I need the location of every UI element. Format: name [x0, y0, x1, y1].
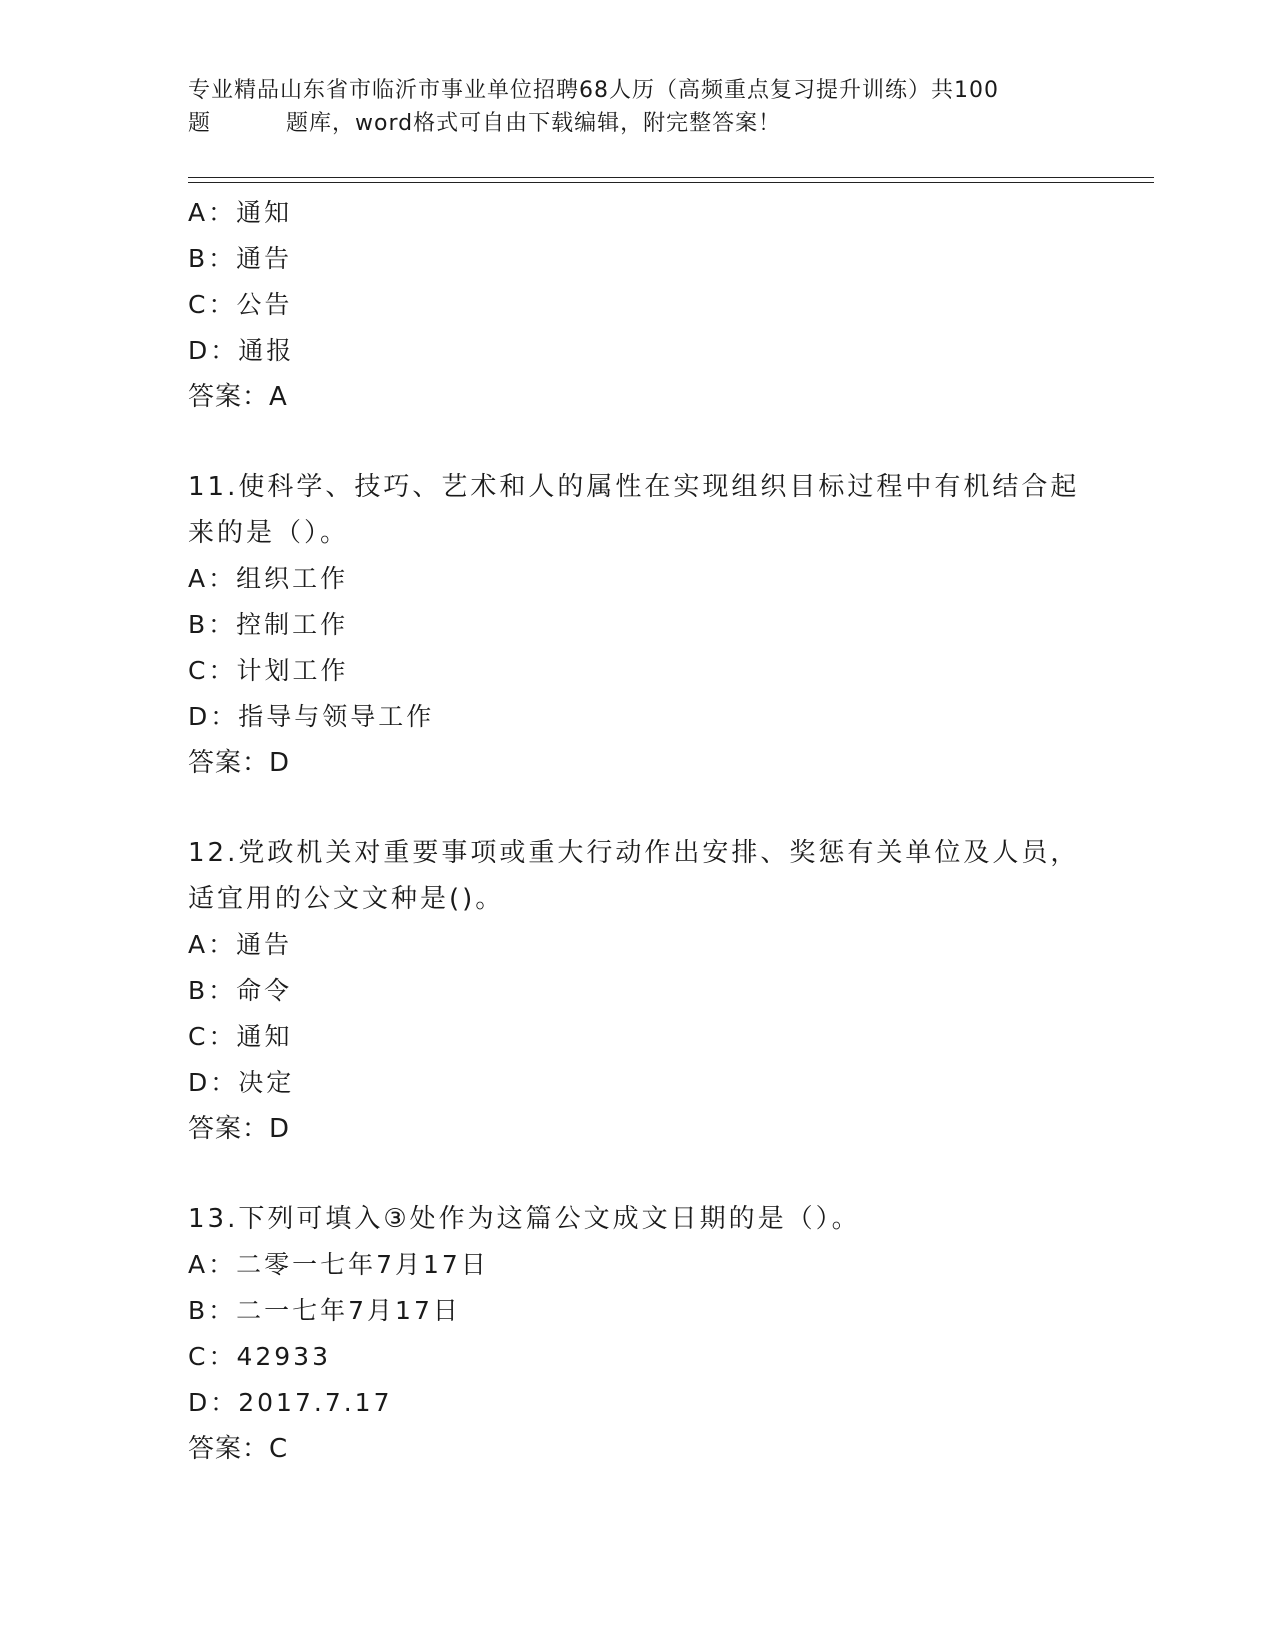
option-c: C：通知 — [188, 1022, 293, 1051]
question-list — [188, 190, 1088, 1472]
question-text — [188, 830, 1080, 922]
question-text — [188, 464, 1080, 556]
option-d: D：指导与领导工作 — [188, 702, 435, 731]
option-c: C：42933 — [188, 1342, 331, 1371]
header-title-line1: 专业精品山东省市临沂市事业单位招聘68人历（高频重点复习提升训练）共100 — [188, 78, 999, 103]
question-text-line1: 13.下列可填入③处作为这篇公文成文日期的是（）。 — [188, 1204, 861, 1234]
option-b: B：控制工作 — [188, 610, 349, 639]
option-a: A：通知 — [188, 198, 293, 227]
option-d: D：通报 — [188, 336, 295, 365]
option-c: C：计划工作 — [188, 656, 349, 685]
question-block-11 — [188, 464, 1088, 786]
option-c: C：公告 — [188, 290, 293, 319]
header-divider-bottom — [188, 182, 1154, 183]
question-text-line1: 12.党政机关对重要事项或重大行动作出安排、奖惩有关单位及人员， — [188, 838, 1080, 868]
question-text-line2: 适宜用的公文文种是()。 — [188, 884, 505, 914]
answer-line: 答案：D — [188, 1114, 291, 1144]
header-title-line2-right: 题库，word格式可自由下载编辑，附完整答案！ — [286, 111, 782, 136]
question-block-13 — [188, 1196, 1088, 1472]
question-block-12 — [188, 830, 1088, 1152]
option-b: B：命令 — [188, 976, 293, 1005]
option-b: B：二一七年7月17日 — [188, 1296, 461, 1325]
answer-line: 答案：D — [188, 748, 291, 778]
option-b: B：通告 — [188, 244, 293, 273]
question-text — [188, 1196, 1068, 1242]
option-a: A：二零一七年7月17日 — [188, 1250, 489, 1279]
header-divider-top — [188, 177, 1154, 178]
question-text-line1: 11.使科学、技巧、艺术和人的属性在实现组织目标过程中有机结合起 — [188, 472, 1080, 502]
question-text-line2: 来的是（）。 — [188, 518, 350, 548]
answer-line: 答案：A — [188, 382, 288, 412]
header-title-line2 — [188, 107, 1068, 140]
option-d: D：2017.7.17 — [188, 1388, 393, 1417]
answer-line: 答案：C — [188, 1434, 289, 1464]
document-header — [188, 74, 1068, 140]
option-a: A：组织工作 — [188, 564, 349, 593]
header-title-line2-left: 题 — [188, 111, 212, 136]
option-a: A：通告 — [188, 930, 293, 959]
option-d: D：决定 — [188, 1068, 295, 1097]
question-block-prev — [188, 190, 1088, 420]
